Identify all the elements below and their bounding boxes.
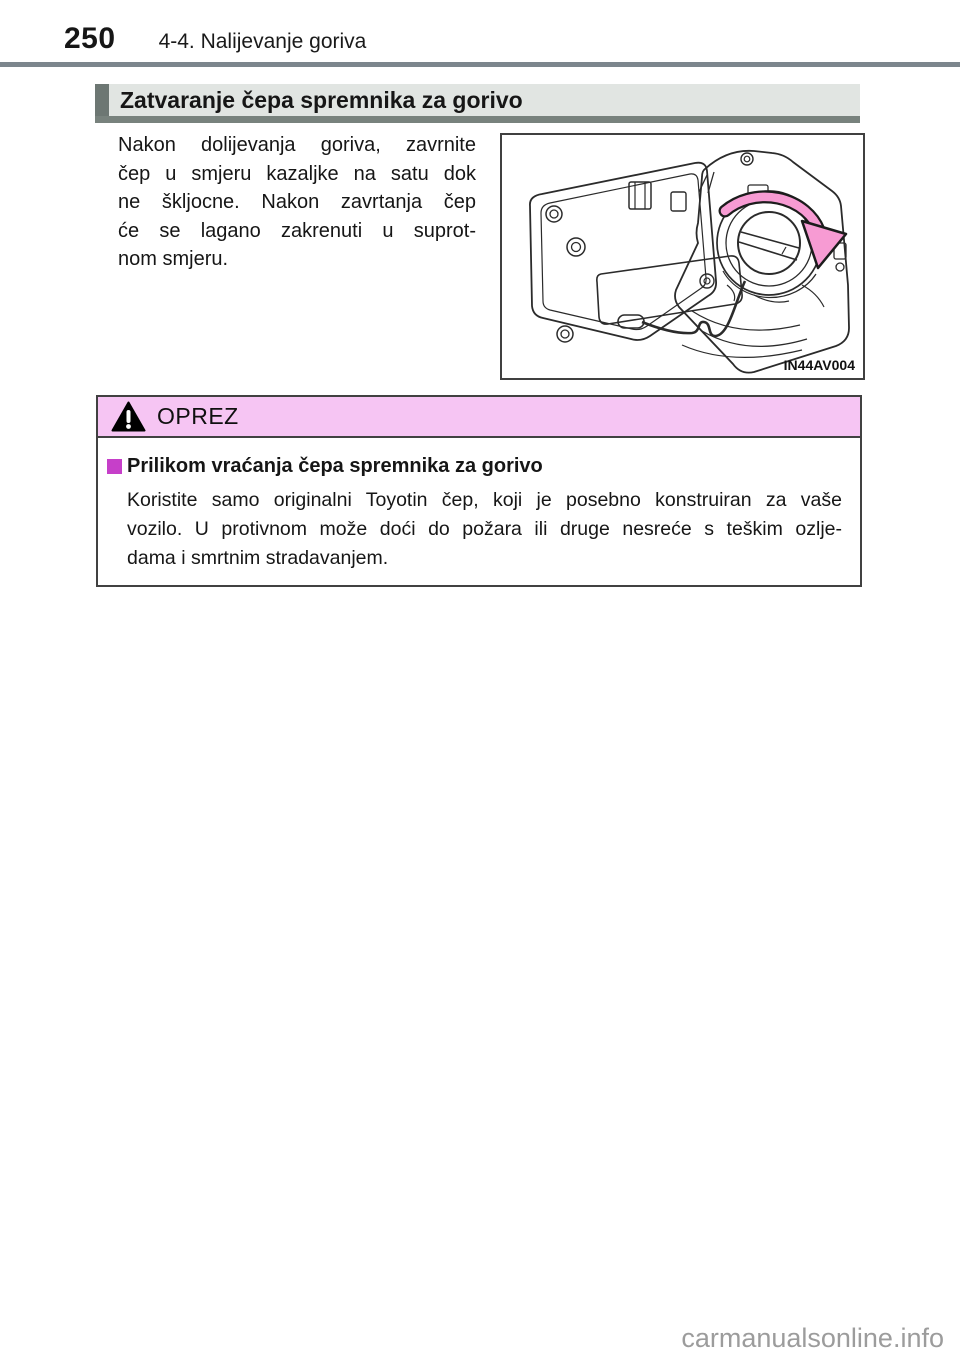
intro-line: ne škljocne. Nakon zavrtanja čep [118, 191, 476, 213]
intro-line: Nakon dolijevanja goriva, zavrnite [118, 134, 476, 156]
caution-body [127, 486, 842, 573]
page-number: 250 [64, 22, 116, 55]
intro-line: nom smjeru. [118, 248, 229, 270]
header-rule [0, 62, 960, 67]
caution-label: OPREZ [157, 403, 239, 429]
section-heading-title: Zatvaranje čepa spremnika za gorivo [120, 87, 523, 113]
caution-item-title: Prilikom vraćanja čepa spremnika za gorivo [127, 455, 543, 477]
figure-code: IN44AV004 [783, 357, 855, 373]
caution-box [96, 395, 862, 587]
caution-body-line: dama i smrtnim stradavanjem. [127, 547, 389, 569]
intro-paragraph [118, 131, 476, 274]
watermark: carmanualsonline.info [681, 1323, 944, 1353]
caution-body-line: vozilo. U protivnom može doći do požara ili druge nesreće s teškim ozlje- [127, 518, 842, 540]
caution-content [98, 438, 860, 573]
intro-line: čep u smjeru kazaljke na satu dok [118, 162, 476, 185]
caution-bullet-square [107, 459, 122, 474]
figure [500, 133, 865, 380]
caution-body-line: Koristite samo originalni Toyotin čep, koji je posebno konstruiran za vaše [127, 489, 842, 511]
section-title: 4-4. Nalijevanje goriva [158, 30, 367, 53]
fuel-door-illustration [502, 135, 863, 378]
section-heading [95, 84, 860, 116]
warning-icon [111, 401, 146, 432]
caution-header [98, 397, 860, 438]
intro-line: će se lagano zakrenuti u suprot- [118, 219, 476, 242]
page-header [64, 24, 366, 54]
fuel-door-panel [530, 153, 753, 342]
